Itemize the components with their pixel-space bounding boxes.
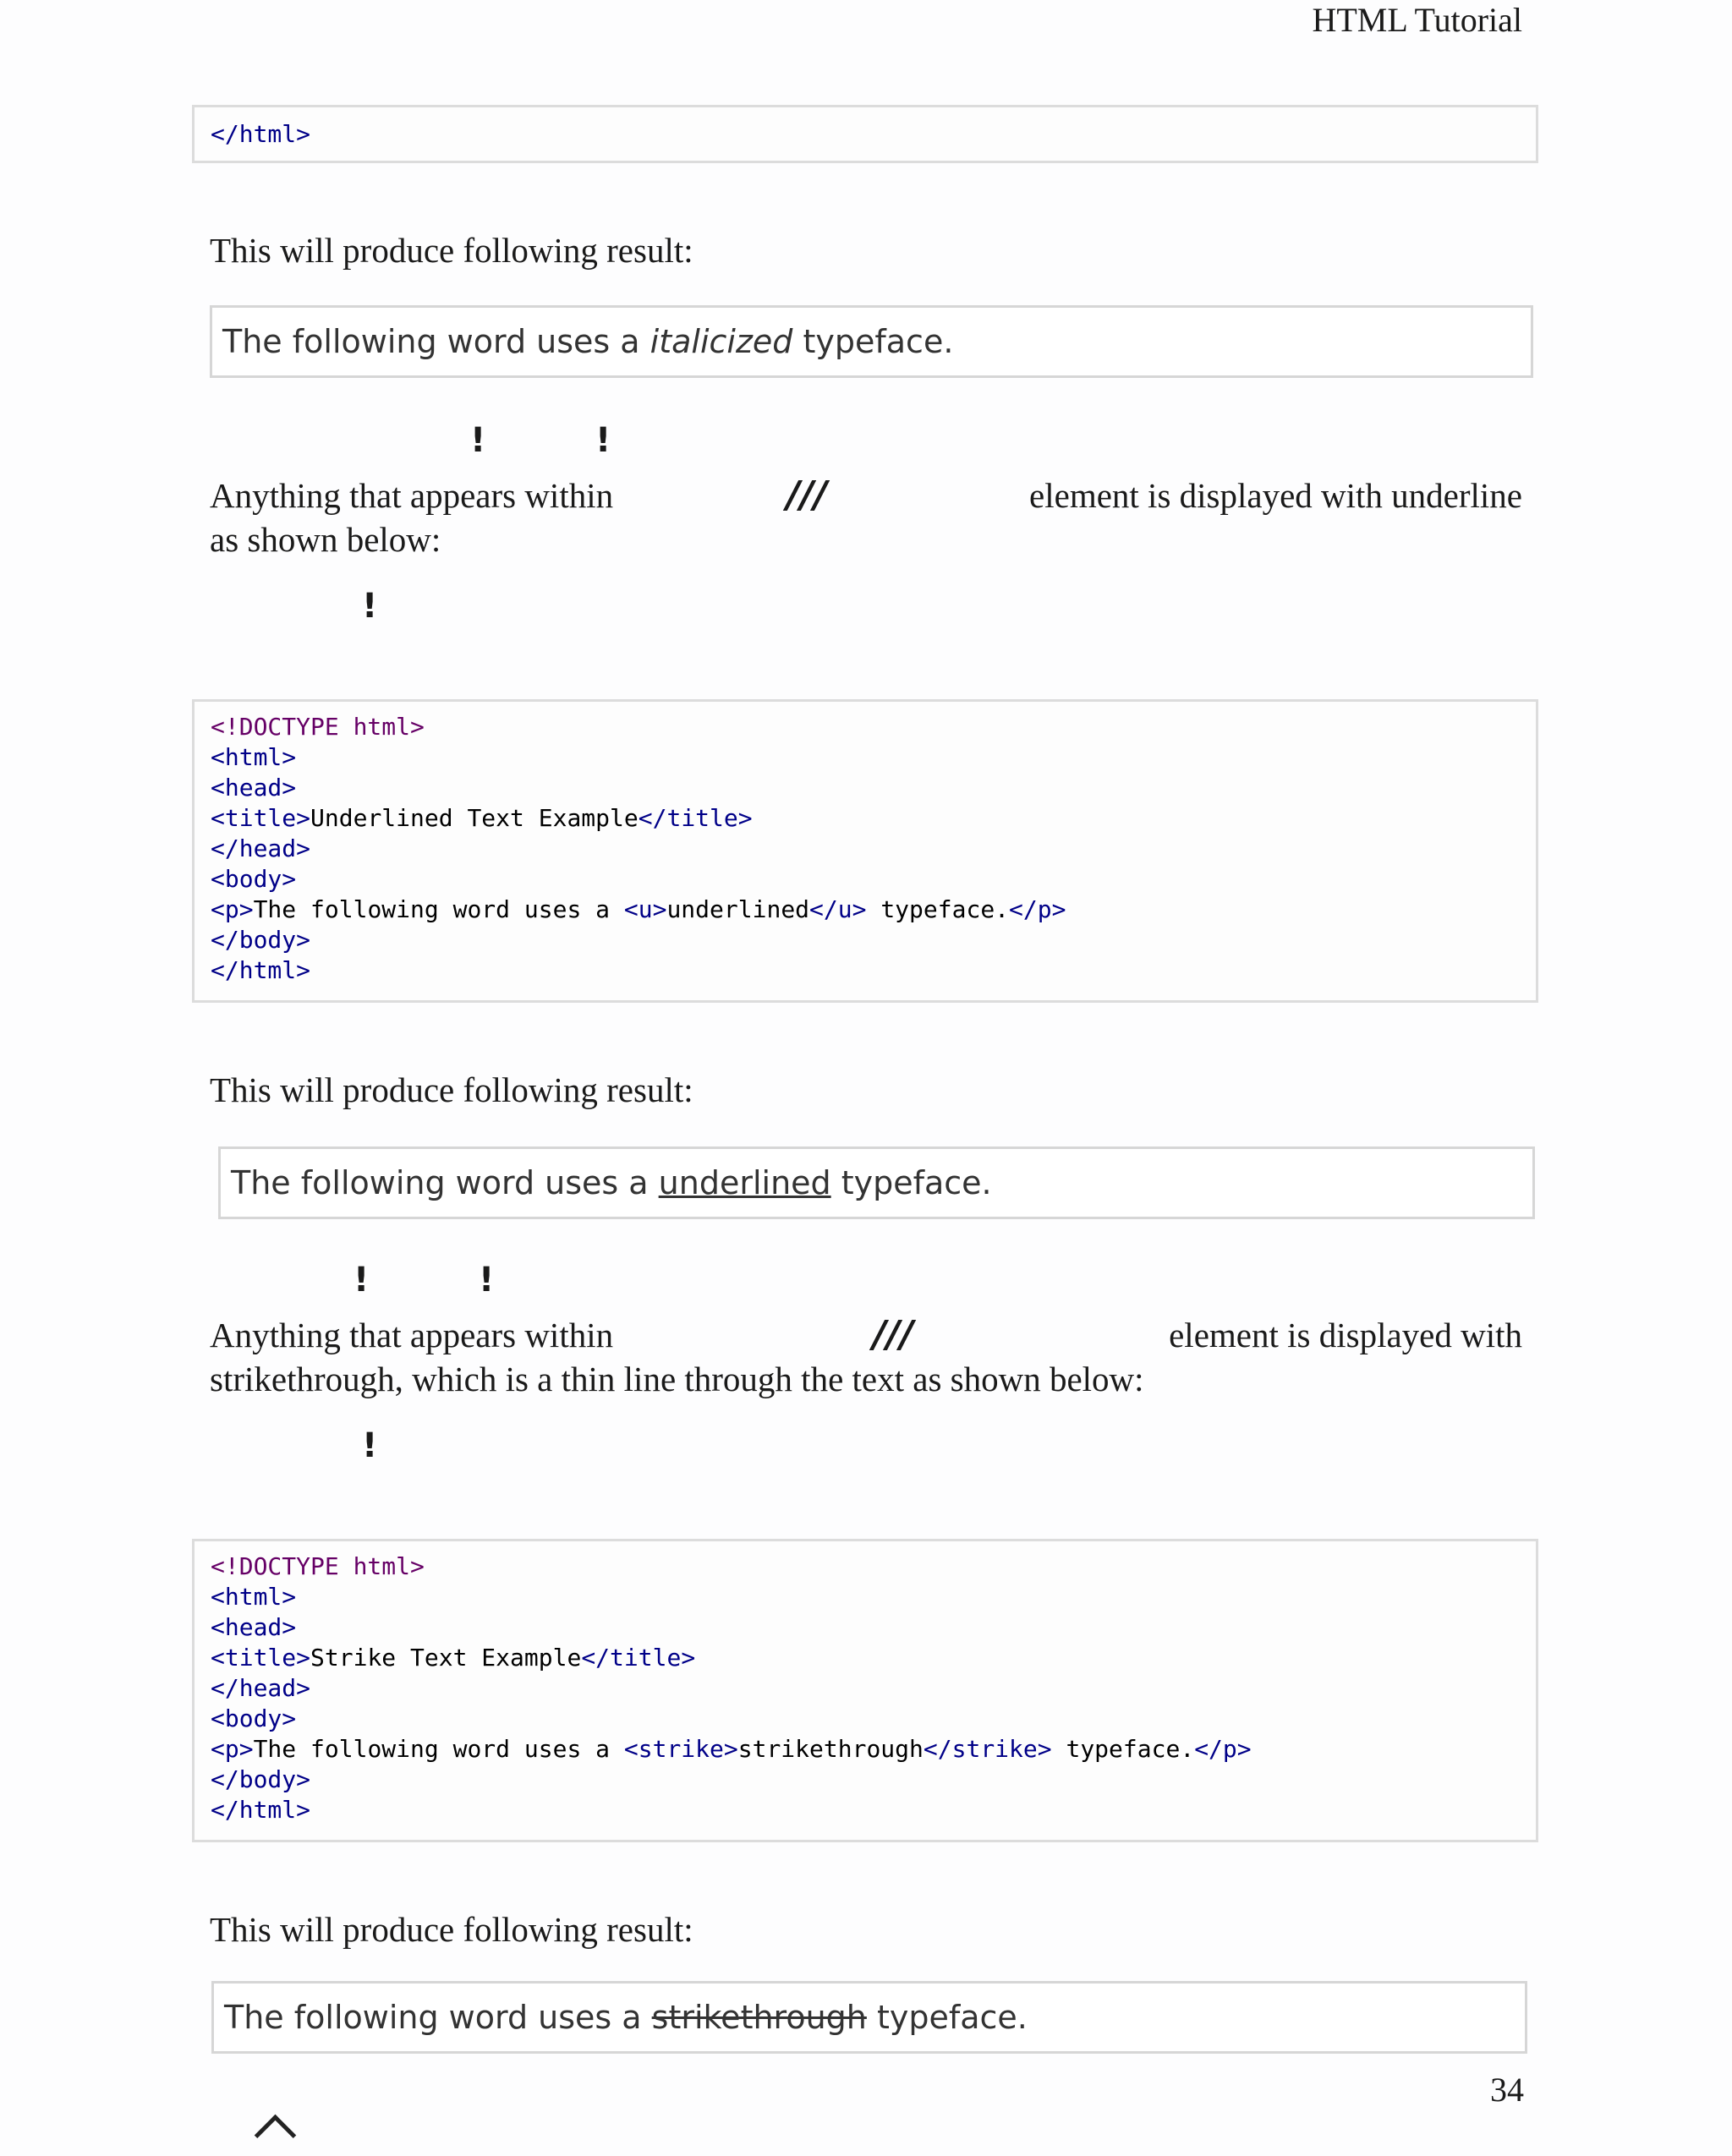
code-line — [211, 1612, 1252, 1643]
result-text-strikethrough: strikethrough — [651, 1999, 867, 2036]
code-line — [211, 1673, 1252, 1704]
code-block-top — [192, 105, 1538, 163]
code-token: typeface. — [866, 895, 1010, 923]
code-line — [211, 1643, 1252, 1673]
result-text-before: The following word uses a — [231, 1164, 659, 1201]
code-block-strike — [192, 1539, 1538, 1842]
missing-glyph-mark: ! — [595, 421, 611, 460]
result-intro-text: This will produce following result: — [210, 1910, 693, 1949]
code-token: <u> — [623, 895, 667, 923]
strike-description-start: Anything that appears within — [210, 1316, 614, 1354]
code-line — [211, 1734, 1252, 1765]
code-token: The following word uses a — [253, 895, 624, 923]
code-token: <title> — [211, 804, 311, 832]
missing-tag-glyph: /// — [873, 1313, 914, 1356]
missing-tag-glyph: /// — [787, 473, 828, 517]
code-line — [211, 1582, 1252, 1612]
missing-glyph-mark: ! — [354, 1261, 370, 1300]
chevron-up-icon[interactable] — [255, 2115, 296, 2156]
code-token: Underlined Text Example — [310, 804, 639, 832]
missing-glyph-mark: ! — [470, 421, 486, 460]
code-token: </html> — [211, 1796, 311, 1824]
result-text-after: typeface. — [792, 323, 954, 360]
underline-description-line2: as shown below: — [210, 520, 441, 559]
code-line — [211, 1795, 1252, 1825]
code-line — [211, 773, 1066, 803]
result-box-italic — [210, 305, 1533, 378]
page-number: 34 — [1490, 2071, 1524, 2109]
code-line — [211, 1551, 1252, 1582]
code-token: <!DOCTYPE html> — [211, 1552, 425, 1580]
code-token: Strike Text Example — [310, 1644, 582, 1672]
code-token: <p> — [211, 895, 254, 923]
code-line — [211, 712, 1066, 742]
missing-glyph-mark: ! — [362, 1426, 378, 1465]
result-text-italic: italicized — [650, 323, 793, 360]
code-line — [211, 1765, 1252, 1795]
result-box-strike — [211, 1981, 1527, 2054]
code-token: <html> — [211, 743, 297, 771]
code-lines-underline — [211, 712, 1066, 986]
code-token: </p> — [1009, 895, 1066, 923]
result-intro-text: This will produce following result: — [210, 231, 693, 270]
code-token: <head> — [211, 1613, 297, 1641]
code-line — [211, 742, 1066, 773]
code-line — [211, 955, 1066, 986]
code-token: <body> — [211, 1705, 297, 1732]
code-token: </body> — [211, 1765, 311, 1793]
code-line — [211, 803, 1066, 834]
result-text-after: typeface. — [830, 1164, 992, 1201]
code-lines-strike — [211, 1551, 1252, 1825]
code-token: </p> — [1194, 1735, 1252, 1763]
code-line — [211, 864, 1066, 895]
result-intro-text: This will produce following result: — [210, 1070, 693, 1109]
strike-description-end: element is displayed with — [1169, 1316, 1522, 1354]
code-token: <!DOCTYPE html> — [211, 713, 425, 741]
code-token: <html> — [211, 1583, 297, 1611]
code-token: <head> — [211, 774, 297, 802]
code-token: </title> — [638, 804, 753, 832]
code-token: typeface. — [1051, 1735, 1195, 1763]
result-text-before: The following word uses a — [222, 323, 650, 360]
code-line: </html> — [211, 120, 311, 148]
code-line — [211, 925, 1066, 955]
code-block-underline — [192, 699, 1538, 1003]
strike-description-line2: strikethrough, which is a thin line through the text as shown below: — [210, 1360, 1144, 1398]
code-token: The following word uses a — [253, 1735, 624, 1763]
result-box-underline — [218, 1146, 1535, 1219]
page-header-title: HTML Tutorial — [1312, 1, 1522, 39]
code-token: </strike> — [923, 1735, 1052, 1763]
missing-glyph-mark: ! — [362, 587, 378, 626]
result-text-before: The following word uses a — [224, 1999, 652, 2036]
underline-description-start: Anything that appears within — [210, 476, 614, 515]
code-token: </head> — [211, 1674, 311, 1702]
code-token: </head> — [211, 834, 311, 862]
code-token: underlined — [666, 895, 810, 923]
code-token: </title> — [581, 1644, 696, 1672]
code-token: strikethrough — [737, 1735, 924, 1763]
code-token: </html> — [211, 956, 311, 984]
underline-description-end: element is displayed with underline — [1029, 476, 1522, 515]
code-token: <p> — [211, 1735, 254, 1763]
code-token: <strike> — [623, 1735, 738, 1763]
code-line — [211, 1704, 1252, 1734]
result-text-after: typeface. — [866, 1999, 1028, 2036]
code-token: </u> — [809, 895, 867, 923]
code-token: <body> — [211, 865, 297, 893]
result-text-underlined: underlined — [658, 1164, 831, 1201]
code-line — [211, 895, 1066, 925]
missing-glyph-mark: ! — [479, 1261, 495, 1300]
code-line — [211, 834, 1066, 864]
code-token: <title> — [211, 1644, 311, 1672]
code-token: </body> — [211, 926, 311, 954]
